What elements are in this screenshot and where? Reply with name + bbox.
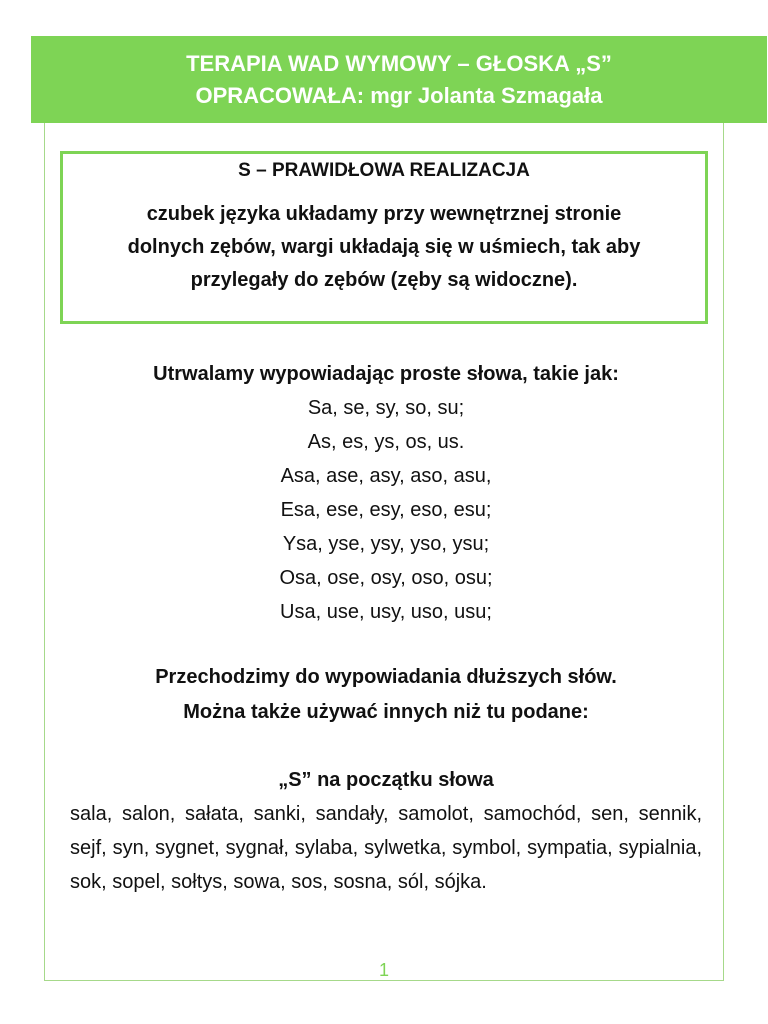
syllables-section (70, 357, 702, 629)
syllable-line: Ysa, yse, ysy, yso, ysu; (282, 533, 490, 555)
longer-words-line: Przechodzimy do wypowiadania dłuższych słów. (155, 666, 617, 688)
syllable-line: Osa, ose, osy, oso, osu; (279, 567, 493, 589)
syllable-line: Sa, se, sy, so, su; (307, 397, 465, 419)
info-box-text (63, 198, 705, 297)
start-of-word-list: sala, salon, sałata, sanki, sandały, samolot, samochód, sen, sennik, sejf, syn, sygnet, sygnał, sylaba, sylwetka, symbol, sympatia, sypialnia, sok, sopel, sołtys, sowa, sos, sosna, sól, sójka. (70, 803, 702, 893)
header-author: OPRACOWAŁA: mgr Jolanta Szmagała (195, 82, 603, 108)
header-title: TERAPIA WAD WYMOWY – GŁOSKA „S” (186, 50, 612, 76)
info-box-title: S – PRAWIDŁOWA REALIZACJA (238, 160, 530, 181)
syllable-line: Asa, ase, asy, aso, asu, (280, 465, 492, 487)
document-header (31, 36, 767, 123)
correct-articulation-box (60, 151, 708, 324)
longer-words-section (70, 660, 702, 730)
start-of-word-heading: „S” na początku słowa (278, 769, 494, 791)
page-number: 1 (378, 960, 389, 980)
longer-words-line: Można także używać innych niż tu podane: (183, 701, 589, 723)
syllable-line: Esa, ese, esy, eso, esu; (280, 499, 492, 521)
info-line: dolnych zębów, wargi układają się w uśmiech, tak aby (127, 236, 641, 258)
syllable-line: Usa, use, usy, uso, usu; (280, 601, 492, 623)
syllables-heading: Utrwalamy wypowiadając proste słowa, takie jak: (153, 363, 619, 385)
info-line: przylegały do zębów (zęby są widoczne). (190, 269, 578, 291)
info-line: czubek języka układamy przy wewnętrznej stronie (146, 203, 622, 225)
syllable-line: As, es, ys, os, us. (307, 431, 465, 453)
